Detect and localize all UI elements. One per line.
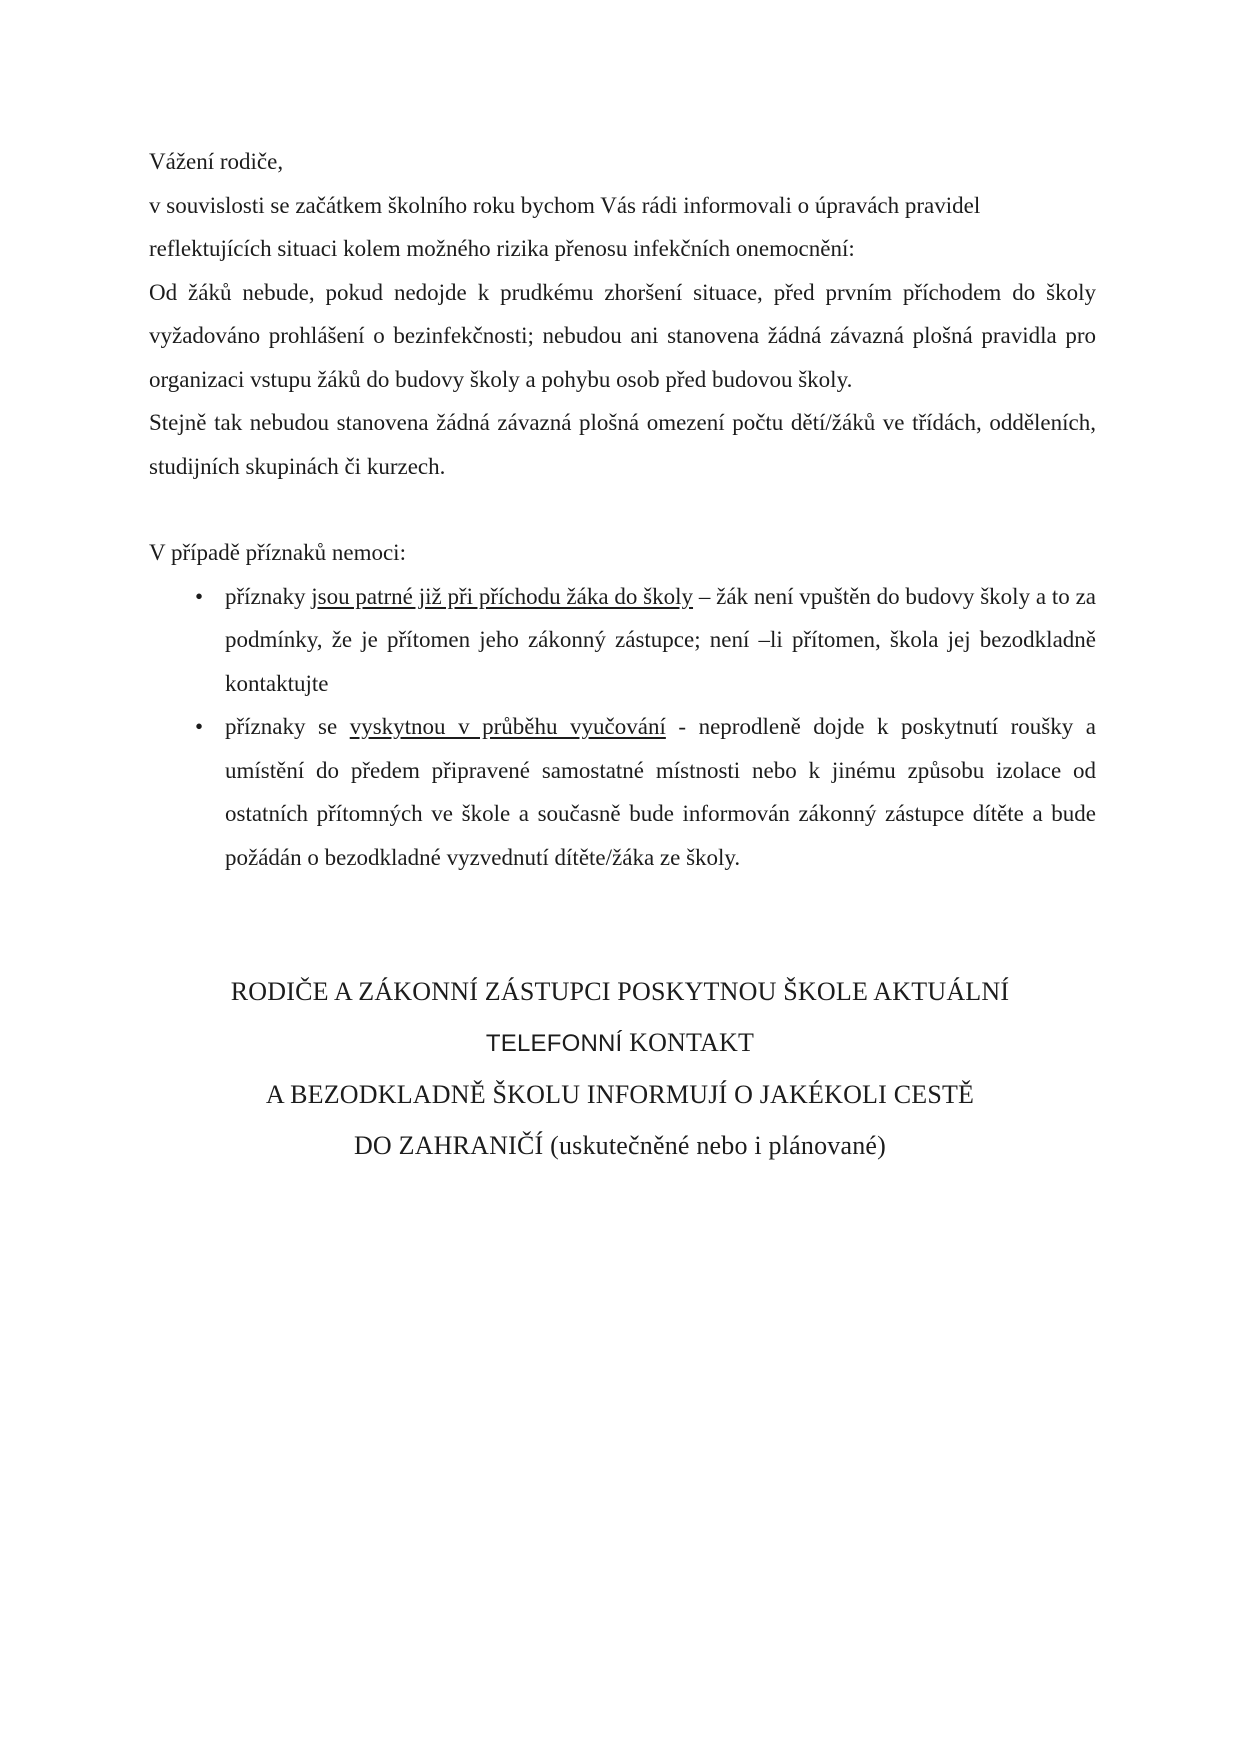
symptoms-list — [149, 575, 1096, 880]
notice-line-1: RODIČE A ZÁKONNÍ ZÁSTUPCI POSKYTNOU ŠKOLE AKTUÁLNÍ — [230, 977, 1010, 1006]
intro-line-2: reflektujících situaci kolem možného rizika přenosu infekčních onemocnění: — [149, 236, 855, 261]
bullet-icon: • — [194, 714, 204, 739]
notice-line-2-rest: KONTAKT — [622, 1028, 755, 1057]
list-item-text: - neprodleně dojde k poskytnutí roušky a umístění do předem připravené samostatné místnosti nebo k jinému způsobu izolace od ostatních přítomných ve škole a současně bude informován zákonný zástupce dítěte a bude požádán o bezodkladné vyzvednutí dítěte/žáka ze školy. — [225, 714, 1097, 870]
bullet-icon: • — [194, 583, 204, 609]
greeting: Vážení rodiče, — [149, 149, 284, 174]
list-item — [149, 705, 1096, 879]
list-item — [149, 575, 1096, 706]
list-item-underlined: vyskytnou v průběhu vyučování — [349, 714, 666, 739]
list-item-text: – žák není vpuštěn do budovy školy a to za podmínky, že je přítomen jeho zákonný zástupce; není –li přítomen, škola jej bezodkladně kontaktujte — [225, 583, 1097, 696]
paragraph-entry-rules: Od žáků nebude, pokud nedojde k prudkému zhoršení situace, před prvním příchodem do školy vyžadováno prohlášení o bezinfekčnosti; nebudou ani stanovena žádná závazná plošná pravidla pro organizaci vstupu žáků do budovy školy a pohybu osob před budovou školy. — [149, 279, 1096, 392]
notice-block — [0, 966, 1240, 1171]
notice-line-3: A BEZODKLADNĚ ŠKOLU INFORMUJÍ O JAKÉKOLI CESTĚ — [265, 1080, 975, 1109]
letter-body — [149, 140, 1096, 879]
list-item-prefix: příznaky se — [225, 714, 350, 739]
notice-line-2 — [0, 1017, 1240, 1069]
notice-emphasis: TELEFONNÍ — [485, 1030, 623, 1057]
list-item-underlined: jsou patrné již při příchodu žáka do školy — [311, 583, 694, 609]
symptoms-heading: V případě příznaků nemoci: — [149, 540, 406, 565]
paragraph-group-limits: Stejně tak nebudou stanovena žádná závazná plošná omezení počtu dětí/žáků ve třídách, odděleních, studijních skupinách či kurzech. — [149, 410, 1096, 479]
list-item-prefix: příznaky — [225, 583, 312, 609]
notice-line-4: DO ZAHRANIČÍ (uskutečněné nebo i plánované) — [353, 1131, 887, 1160]
intro-line-1: v souvislosti se začátkem školního roku bychom Vás rádi informovali o úpravách pravidel — [149, 192, 981, 218]
spacer — [149, 488, 1096, 531]
